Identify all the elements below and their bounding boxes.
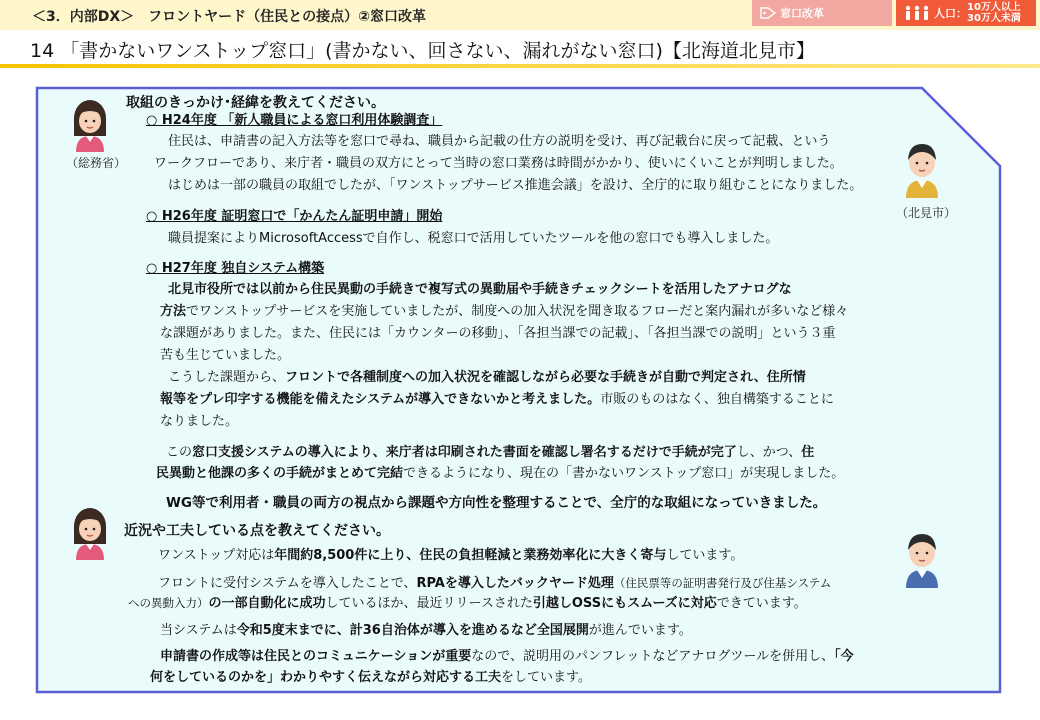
q2-6a: 何をしているのかを」わかりやすく伝えながら対応する工夫: [150, 670, 502, 685]
q2-4a: 当システムは: [160, 623, 237, 638]
h24-heading: ○ H24年度 「新人職員による窓口利用体験調査」: [146, 113, 443, 128]
q2-5b: なので、説明用のパンフレットなどアナログツールを併用し、: [471, 649, 835, 664]
q2-line-1: [158, 545, 743, 567]
q2-2c: （住民票等の証明書発行及び住基システム: [613, 576, 832, 590]
q2-2b: RPAを導入したバックヤード処理: [416, 576, 614, 591]
h24-line-2: ワークフローであり、来庁者・職員の双方にとって当時の窓口業務は時間がかかり、使いにくいことが判明しました。: [154, 156, 843, 171]
result-1c: し、かつ、: [736, 445, 802, 460]
q2-6b: をしています。: [501, 670, 591, 685]
h27-line-2-rest: でワンストップサービスを実施していましたが、制度への加入状況を聞き取るフローだと案内漏れが多いなど様々: [186, 304, 849, 319]
q2-1b: 年間約8,500件に上り、住民の負担軽減と業務効率化に大きく寄与: [274, 548, 667, 563]
h27-line-7: なりました。: [160, 414, 239, 429]
h27-line-2: [160, 301, 848, 323]
h26-line-1: 職員提案によりMicrosoftAccessで自作し、税窓口で活用していたツールを他の窓口でも導入しました。: [168, 231, 779, 246]
q2-3d: 引越しOSSにもスムーズに対応: [532, 596, 717, 611]
h27-line-3: な課題がありました。また、住民には「カウンターの移動」、「各担当課での記載」、「各担当課での説明」という３重: [160, 326, 836, 341]
h24-line-1: 住民は、申請書の記入方法等を窓口で尋ね、職員から記載の仕方の説明を受け、再び記載台に戻って記載、という: [168, 134, 831, 149]
population-max: 30万人未満: [967, 13, 1021, 24]
q2-line-3: [128, 592, 807, 615]
result-2a: 民異動と他課の多くの手続がまとめて完結: [156, 466, 404, 481]
section-label: ＜3．内部DX＞ フロントヤード（住民との接点）②窓口改革: [32, 9, 427, 25]
wg-summary: WG等で利用者・職員の両方の視点から課題や方向性を整理することで、全庁的な取組になっていきました。: [166, 495, 827, 511]
h26-heading: ○ H26年度 証明窓口で「かんたん証明申請」開始: [146, 209, 443, 224]
question-2: 近況や工夫している点を教えてください。: [124, 523, 390, 539]
q2-4c: が進んでいます。: [588, 623, 692, 638]
question-1: 取組のきっかけ･経緯を教えてください。: [126, 95, 385, 111]
result-1d: 住: [801, 445, 815, 460]
h27-line-1: 北見市役所では以前から住民異動の手続きで複写式の異動届や手続きチェックシートを活用したアナログな: [168, 282, 792, 297]
population-min: 10万人以上: [967, 2, 1021, 13]
q2-1a: ワンストップ対応は: [158, 548, 275, 563]
q2-3e: できています。: [716, 596, 807, 611]
result-2b: できるようになり、現在の「書かないワンストップ窓口」が実現しました。: [403, 466, 845, 481]
q2-3a: への異動入力）: [128, 596, 209, 610]
h27-heading: ○ H27年度 独自システム構築: [146, 261, 325, 276]
h27-line-5-bold: フロントで各種制度への加入状況を確認しながら必要な手続きが自動で判定され、住所情: [285, 370, 806, 385]
q2-4b: 令和5度末までに、計36自治体が導入を進めるなど全国展開: [236, 623, 589, 638]
q2-line-4: [160, 620, 692, 642]
h27-line-6-rest: 市販のものはなく、独自構築することに: [600, 392, 834, 407]
population-label: 人口：: [934, 7, 967, 20]
h27-line-2-bold: 方法: [160, 304, 187, 319]
q2-5a: 申請書の作成等は住民とのコミュニケーションが重要: [160, 649, 472, 664]
result-1b: 窓口支援システムの導入により、来庁者は印刷された書面を確認し署名するだけで手続が完了: [192, 445, 737, 460]
interviewer-label-1: （総務省）: [66, 156, 127, 170]
q2-3b: の一部自動化に成功: [208, 596, 326, 611]
category-tag-label: 窓口改革: [780, 7, 824, 20]
city-label-1: （北見市）: [896, 206, 957, 220]
h24-line-3: はじめは一部の職員の取組でしたが、「ワンストップサービス推進会議」を設け、全庁的に取り組むことになりました。: [168, 178, 863, 193]
q2-line-5: [160, 646, 854, 668]
h27-line-4: 苦も生じていました。: [160, 348, 291, 363]
q2-3c: しているほか、最近リリースされた: [325, 596, 533, 611]
result-line-2: [156, 463, 844, 485]
q2-5c: 「今: [834, 649, 854, 664]
q2-2a: フロントに受付システムを導入したことで、: [158, 576, 417, 591]
h27-line-5: [168, 367, 806, 389]
h27-line-6: [160, 389, 834, 411]
h27-line-6-bold: 報等をプレ印字する機能を備えたシステムが導入できないかと考えました。: [160, 392, 601, 407]
h27-line-5-lead: こうした課題から、: [168, 370, 286, 385]
q2-line-6: [150, 667, 591, 689]
result-line-1: [166, 442, 814, 464]
q2-1c: しています。: [666, 548, 744, 563]
result-1a: この: [166, 445, 193, 460]
page-title: 14 「書かないワンストップ窓口」(書かない、回さない、漏れがない窓口)【北海道北見市】: [30, 40, 815, 62]
